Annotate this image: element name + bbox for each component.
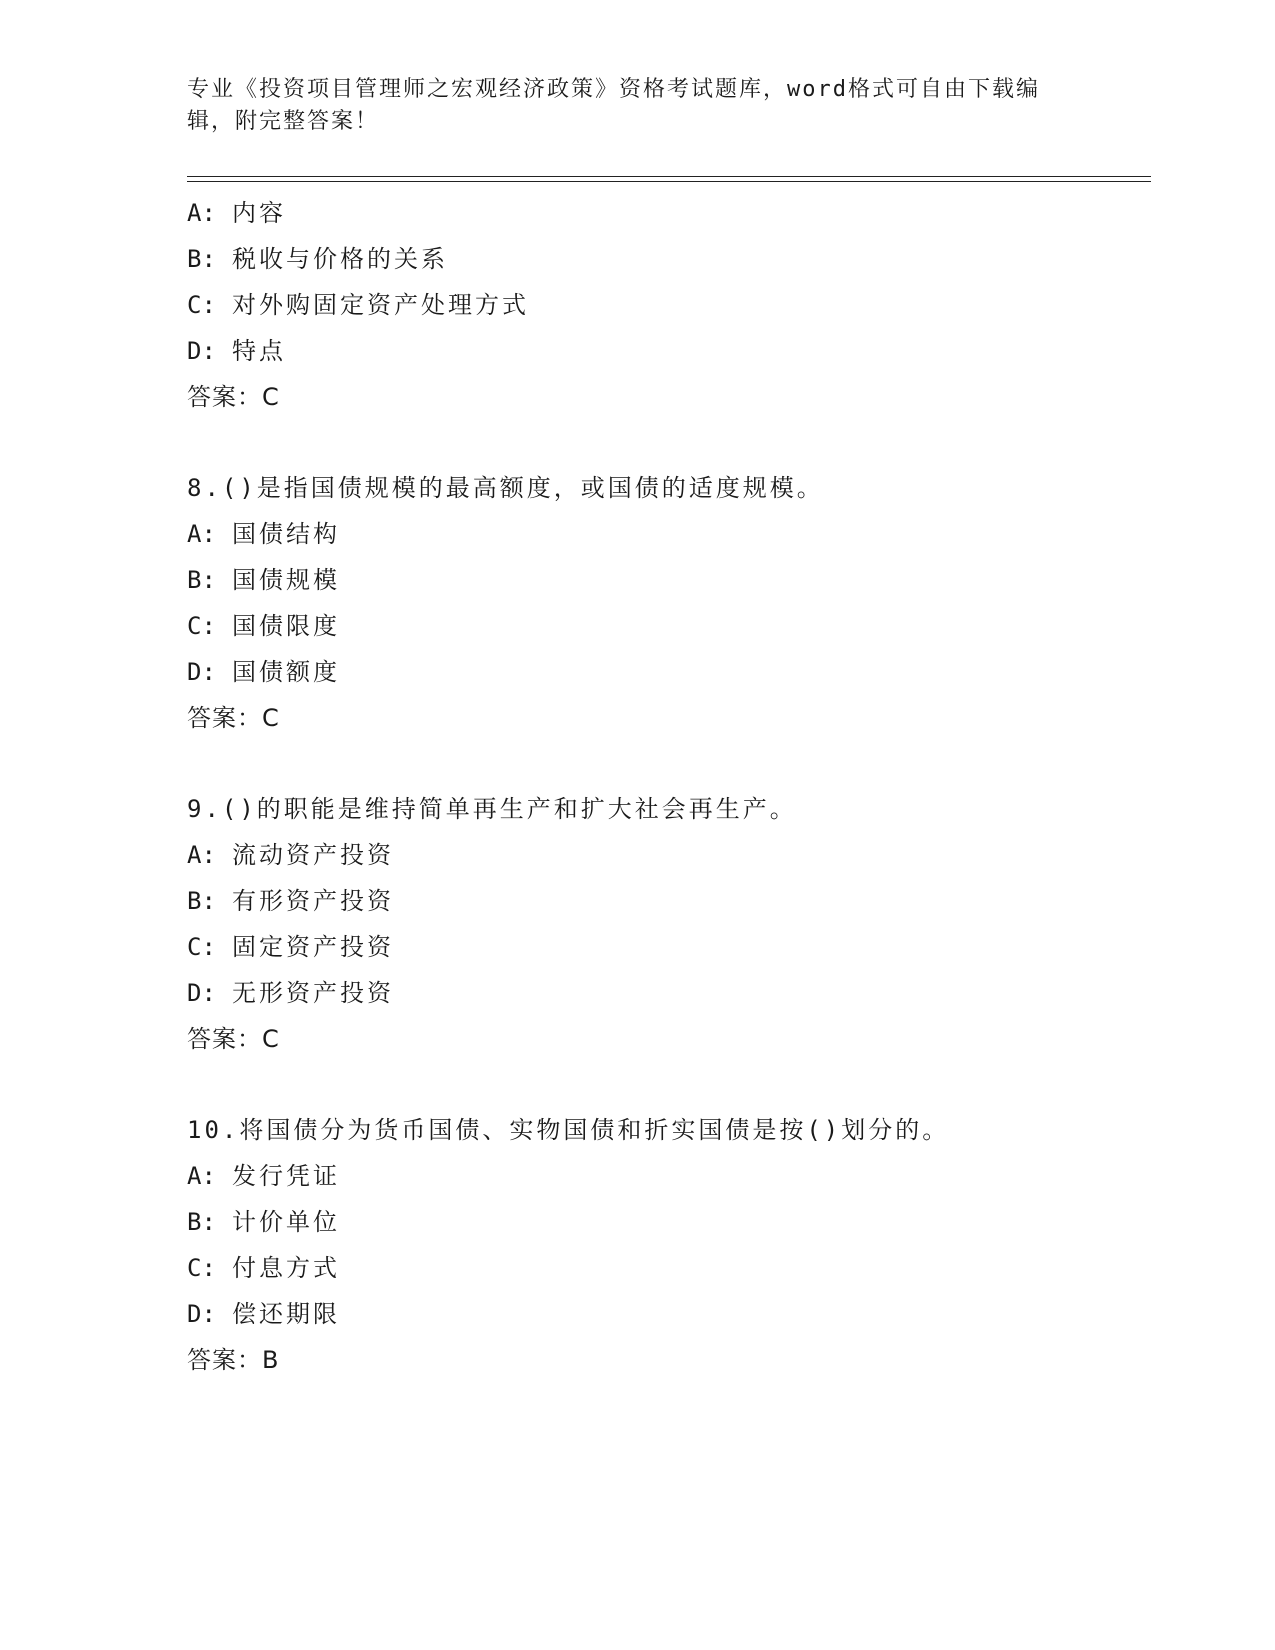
option-letter: D: [187,658,216,686]
option-text: 国债额度 [232,658,340,686]
option-letter: D: [187,979,216,1007]
option-d [187,970,1151,1016]
option-c [187,924,1151,970]
answer-line: 答案：B [187,1346,280,1374]
header-divider [187,176,1151,182]
option-text: 税收与价格的关系 [232,245,448,273]
option-text: 固定资产投资 [232,933,394,961]
question-9 [187,786,1151,1062]
option-text: 有形资产投资 [232,887,394,915]
option-text: 对外购固定资产处理方式 [232,291,529,319]
option-c [187,603,1151,649]
question-list [187,190,1151,1383]
question-7-tail [187,190,1151,420]
option-a [187,832,1151,878]
option-letter: A: [187,1162,216,1190]
option-d [187,1291,1151,1337]
option-text: 发行凭证 [232,1162,340,1190]
option-letter: A: [187,520,216,548]
question-stem: 8.()是指国债规模的最高额度，或国债的适度规模。 [187,474,824,502]
option-text: 国债规模 [232,566,340,594]
option-d [187,328,1151,374]
option-text: 内容 [232,199,286,227]
question-10 [187,1107,1151,1383]
answer-line: 答案：C [187,383,280,411]
option-text: 国债限度 [232,612,340,640]
option-letter: D: [187,1300,216,1328]
option-text: 无形资产投资 [232,979,394,1007]
option-letter: C: [187,612,216,640]
option-c [187,1245,1151,1291]
option-letter: A: [187,841,216,869]
question-stem: 10.将国债分为货币国债、实物国债和折实国债是按()划分的。 [187,1116,950,1144]
option-letter: B: [187,1208,216,1236]
answer-line: 答案：C [187,704,280,732]
option-letter: C: [187,291,216,319]
option-letter: C: [187,1254,216,1282]
option-letter: A: [187,199,216,227]
option-letter: B: [187,566,216,594]
option-d [187,649,1151,695]
question-stem: 9.()的职能是维持简单再生产和扩大社会再生产。 [187,795,797,823]
option-letter: D: [187,337,216,365]
option-b [187,236,1151,282]
option-text: 偿还期限 [232,1300,340,1328]
option-text: 国债结构 [232,520,340,548]
option-letter: C: [187,933,216,961]
option-a [187,1153,1151,1199]
option-b [187,878,1151,924]
question-8 [187,465,1151,741]
option-text: 流动资产投资 [232,841,394,869]
option-c [187,282,1151,328]
option-text: 特点 [232,337,286,365]
option-b [187,1199,1151,1245]
page-header: 专业《投资项目管理师之宏观经济政策》资格考试题库，word格式可自由下载编辑，附完整答案！ [187,77,1040,134]
option-text: 付息方式 [232,1254,340,1282]
option-a [187,190,1151,236]
option-text: 计价单位 [232,1208,340,1236]
option-letter: B: [187,245,216,273]
option-b [187,557,1151,603]
answer-line: 答案：C [187,1025,280,1053]
option-letter: B: [187,887,216,915]
option-a [187,511,1151,557]
